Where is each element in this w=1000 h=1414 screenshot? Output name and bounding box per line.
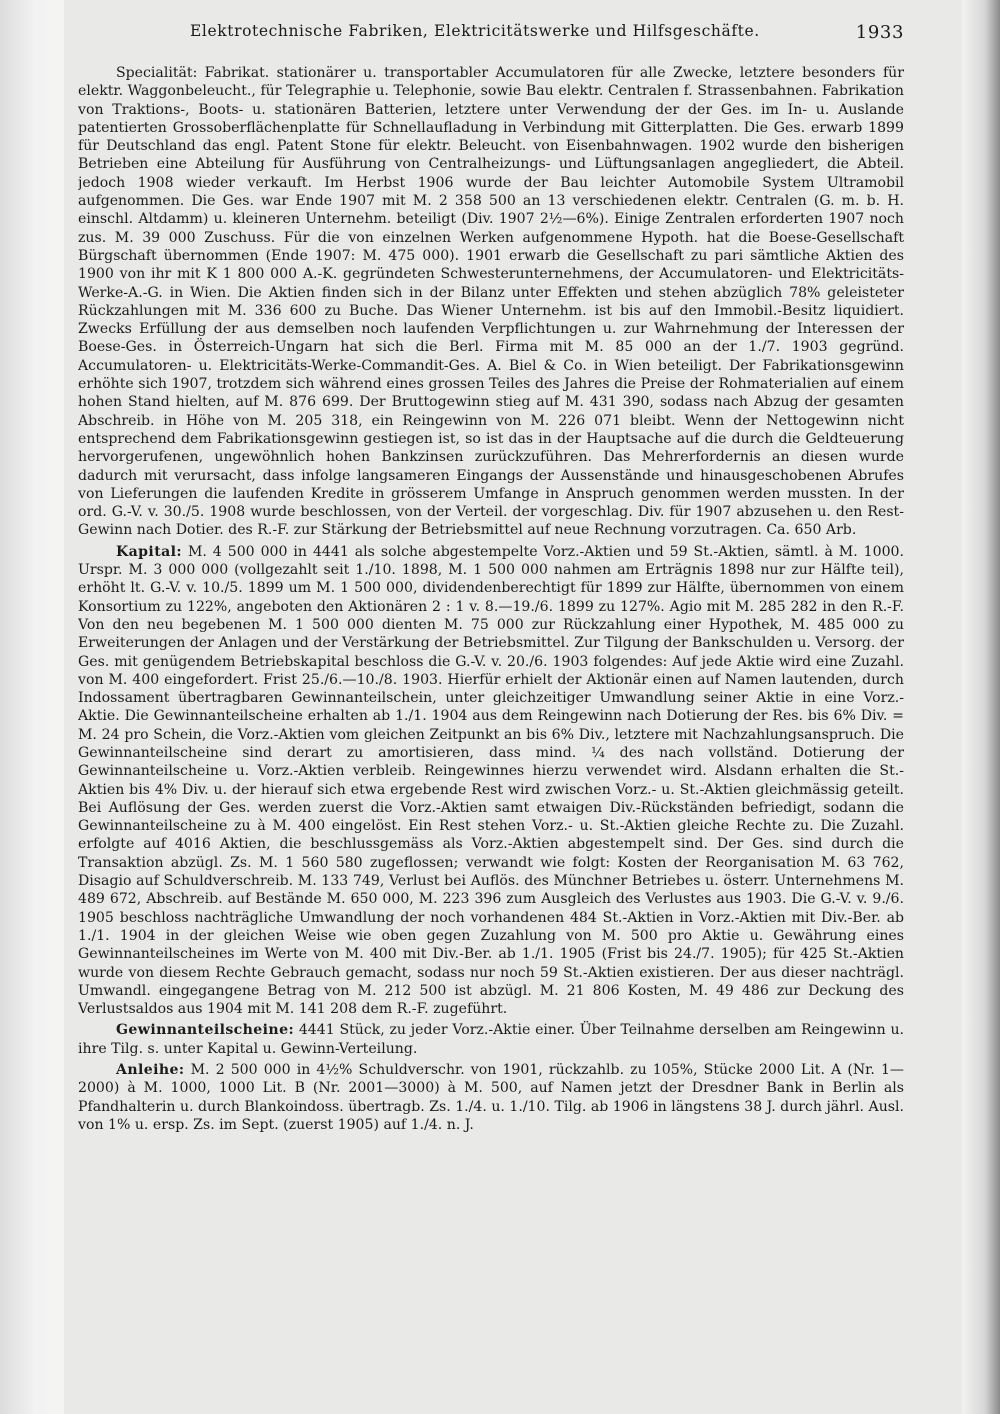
page-header bbox=[80, 22, 904, 48]
paragraph-text: Specialität: Fabrikat. stationärer u. transportabler Accumulatoren für alle Zwecke, letztere besonders für elektr. Waggonbeleucht., für Telegraphie u. Telephonie, sowie Bau elektr. Centralen f. Strassenbahnen. Fabrikation von Traktions-, Boots- u. stationären Batterien, letztere unter Verwendung der der Ges. im In- u. Auslande patentierten Grossoberflächenplatte für Schnellaufladung in Verbindung mit Gitterplatten. Die Ges. erwarb 1899 für Deutschland das engl. Patent Stone für elektr. Beleucht. von Eisenbahnwagen. 1902 wurde den bisherigen Betrieben eine Abteilung für Ausführung von Centralheizungs- und Lüftungsanlagen angegliedert, die Abteil. jedoch 1908 wieder verkauft. Im Herbst 1906 wurde der Bau leichter Automobile System Ultramobil aufgenommen. Die Ges. war Ende 1907 mit M. 2 358 500 an 13 verschiedenen elektr. Centralen (G. m. b. H. einschl. Altdamm) u. kleineren Unternehm. beteiligt (Div. 1907 2½—6%). Einige Zentralen erforderten 1907 noch zus. M. 39 000 Zuschuss. Für die von einzelnen Werken aufgenommene Hypoth. hat die Boese-Gesellschaft Bürgschaft übernommen (Ende 1907: M. 475 000). 1901 erwarb die Gesellschaft zu pari sämtliche Aktien des 1900 von ihr mit K 1 800 000 A.-K. gegründeten Schwesterunternehmens, der Accumulatoren- und Elektricitäts-Werke-A.-G. in Wien. Die Aktien finden sich in der Bilanz unter Effekten und stehen abzüglich 78% geleisteter Rückzahlungen mit M. 336 600 zu Buche. Das Wiener Unternehm. ist bis auf den Immobil.-Besitz liquidiert. Zwecks Erfüllung der aus demselben noch laufenden Verpflichtungen u. zur Wahrnehmung der Interessen der Boese-Ges. in Österreich-Ungarn hat sich die Berl. Firma mit M. 85 000 an der 1./7. 1903 gegründ. Accumulatoren- u. Elektricitäts-Werke-Commandit-Ges. A. Biel & Co. in Wien beteiligt. Der Fabrikationsgewinn erhöhte sich 1907, trotzdem sich während eines grossen Teiles des Jahres die Preise der Rohmaterialien auf einem hohen Stand hielten, auf M. 876 699. Der Bruttogewinn stieg auf M. 431 390, sodass nach Abzug der gesamten Abschreib. in Höhe von M. 205 318, ein Reingewinn von M. 226 071 bleibt. Wenn der Nettogewinn nicht entsprechend dem Fabrikationsgewinn gestiegen ist, so ist das in der Hauptsache auf die durch die Geldteuerung hervorgerufenen, ungewöhnlich hohen Bankzinsen zurückzuführen. Das Mehrerfordernis an diesen wurde dadurch mit verursacht, dass infolge langsameren Eingangs der Aussenstände und hinausgeschobenen Abrufes von Lieferungen die laufenden Kredite in grösserem Umfange in Anspruch genommen werden mussten. In der ord. G.-V. v. 30./5. 1908 wurde beschlossen, von der Verteil. der vorgeschlag. Div. für 1907 abzusehen u. den Rest-Gewinn nach Dotier. des R.-F. zur Stärkung der Betriebsmittel auf neue Rechnung vorzutragen. Ca. 650 Arb. bbox=[78, 65, 904, 539]
section-heading-gewinnanteilscheine: Gewinnanteilscheine: bbox=[116, 1022, 295, 1039]
paragraph-kapital bbox=[78, 543, 904, 1019]
paragraph-text: 4441 Stück, zu jeder Vorz.-Aktie einer. Über Teilnahme derselben am Reingewinn u. ihre Tilg. s. unter Kapital u. Gewinn-Verteilung. bbox=[78, 1022, 904, 1057]
paragraph-gewinnanteilscheine bbox=[78, 1021, 904, 1058]
paragraph-text: M. 4 500 000 in 4441 als solche abgestempelte Vorz.-Aktien und 59 St.-Aktien, sämtl. à M. 1000. Urspr. M. 3 000 000 (vollgezahlt seit 1./10. 1898, M. 1 500 000 nahmen am Erträgnis 1898 nur zur Hälfte teil), erhöht lt. G.-V. v. 10./5. 1899 um M. 1 500 000, dividendenberechtigt für 1899 zur Hälfte, übernommen von einem Konsortium zu 122%, angeboten den Aktionären 2 : 1 v. 8.—19./6. 1899 zu 127%. Agio mit M. 285 282 in den R.-F. Von den neu begebenen M. 1 500 000 dienten M. 75 000 zur Rückzahlung einer Hypothek, M. 485 000 zu Erweiterungen der Anlagen und der Verstärkung der Betriebsmittel. Zur Tilgung der Bankschulden u. Versorg. der Ges. mit genügendem Betriebskapital beschloss die G.-V. v. 20./6. 1903 folgendes: Auf jede Aktie wird eine Zuzahl. von M. 400 eingefordert. Frist 25./6.—10./8. 1903. Hierfür erhielt der Aktionär einen auf Namen lautenden, durch Indossament übertragbaren Gewinnanteilschein, unter gleichzeitiger Umwandlung seiner Aktie in eine Vorz.-Aktie. Die Gewinnanteilscheine erhalten ab 1./1. 1904 aus dem Reingewinn nach Dotierung der Res. bis 6% Div. = M. 24 pro Schein, die Vorz.-Aktien vom gleichen Zeitpunkt an bis 6% Div., letztere mit Nachzahlungsanspruch. Die Gewinnanteilscheine sind derart zu amortisieren, dass mind. ¼ des nach vollständ. Dotierung der Gewinnanteilscheine u. Vorz.-Aktien verbleib. Reingewinnes hierzu verwendet wird. Alsdann erhalten die St.-Aktien bis 4% Div. u. der hierauf sich etwa ergebende Rest wird zwischen Vorz.- u. St.-Aktien gleichmässig geteilt. Bei Auflösung der Ges. werden zuerst die Vorz.-Aktien samt etwaigen Div.-Rückständen befriedigt, sodann die Gewinnanteilscheine zu à M. 400 eingelöst. Ein Rest stehen Vorz.- u. St.-Aktien gleiche Rechte zu. Die Zuzahl. erfolgte auf 4016 Aktien, die beschlussgemäss als Vorz.-Aktien abgestempelt sind. Der Ges. sind durch die Transaktion abzügl. Zs. M. 1 560 580 zugeflossen; verwandt wie folgt: Kosten der Reorganisation M. 63 762, Disagio auf Schuldverschreib. M. 133 749, Verlust bei Auflös. des Münchner Betriebes u. österr. Unternehmens M. 489 672, Abschreib. auf Bestände M. 650 000, M. 223 396 zum Ausgleich des Verlustes aus 1903. Die G.-V. v. 9./6. 1905 beschloss nachträgliche Umwandlung der noch vorhandenen 484 St.-Aktien in Vorz.-Aktien mit Div.-Ber. ab 1./1. 1904 in der gleichen Weise wie oben gegen Zuzahlung von M. 500 pro Aktie u. Gewährung eines Gewinnanteilscheines im Werte von M. 400 mit Div.-Ber. ab 1./1. 1905 (Frist bis 24./7. 1905); für 425 St.-Aktien wurde von diesem Rechte Gebrauch gemacht, sodass nur noch 59 St.-Aktien existieren. Der aus dieser nachträgl. Umwandl. eingegangene Betrag von M. 212 500 ist abzügl. M. 21 806 Kosten, M. 49 486 zur Deckung des Verlustsaldos aus 1904 mit M. 141 208 dem R.-F. zugeführt. bbox=[78, 543, 904, 1018]
running-title: Elektrotechnische Fabriken, Elektricitätswerke und Hilfsgeschäfte. bbox=[190, 22, 760, 40]
section-heading-kapital: Kapital: bbox=[116, 543, 182, 560]
paragraph-anleihe bbox=[78, 1061, 904, 1134]
paragraph-text: M. 2 500 000 in 4½% Schuldverschr. von 1901, rückzahlb. zu 105%, Stücke 2000 Lit. A (Nr. 1—2000) à M. 1000, 1000 Lit. B (Nr. 2001—3000) à M. 500, auf Namen jetzt der Dresdner Bank in Berlin als Pfandhalterin u. durch Blankoindoss. übertragb. Zs. 1./4. u. 1./10. Tilg. ab 1906 in längstens 38 J. durch jährl. Ausl. von 1% u. ersp. Zs. im Sept. (zuerst 1905) auf 1./4. n. J. bbox=[78, 1062, 904, 1133]
section-heading-anleihe: Anleihe: bbox=[116, 1062, 185, 1079]
page-number: 1933 bbox=[855, 22, 904, 43]
paragraph-specialitaet bbox=[78, 64, 904, 540]
page-body bbox=[78, 64, 904, 1404]
